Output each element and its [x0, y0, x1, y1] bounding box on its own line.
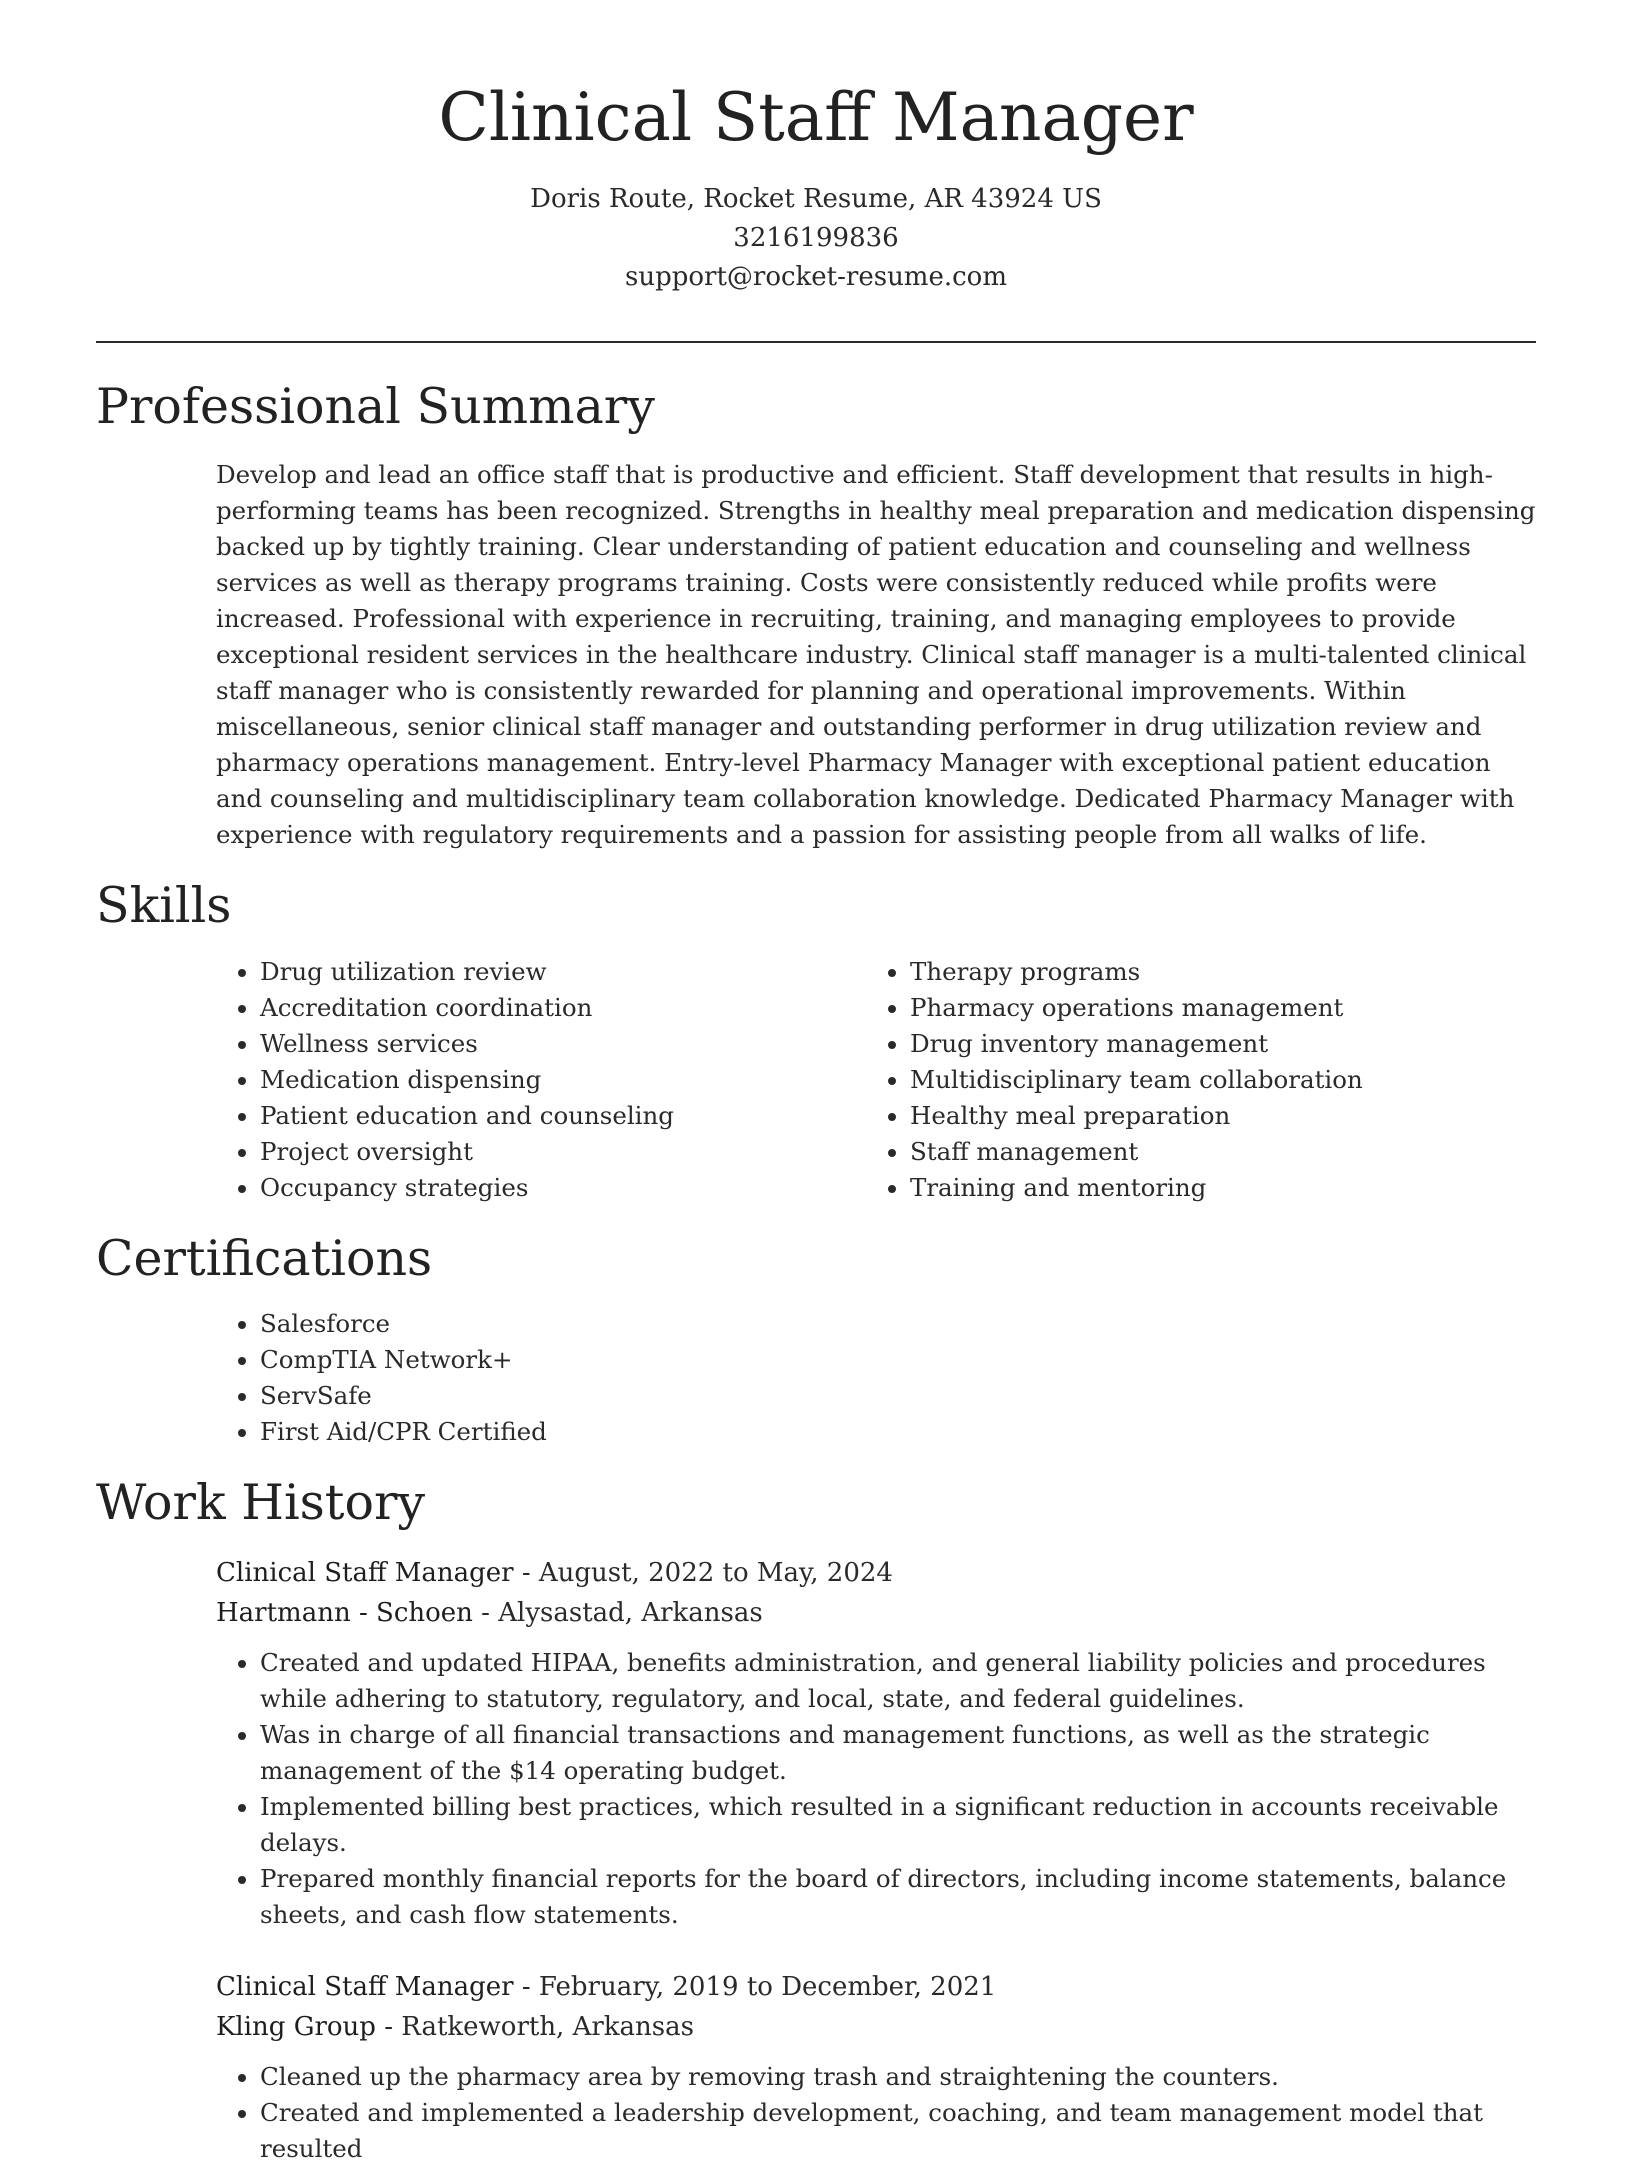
job-title: Clinical Staff Manager: [216, 1972, 514, 2003]
job-bullet: • Implemented billing best practices, which resulted in a significant reduction in accounts receivable delays.: [260, 1789, 1536, 1861]
certifications-list: [216, 1306, 1536, 1450]
job-title: Clinical Staff Manager: [216, 1558, 514, 1589]
skills-list: [216, 954, 1536, 1206]
job-company-line: [216, 1593, 1536, 1633]
skill-item: • Medication dispensing: [260, 1062, 866, 1098]
certification-item: • CompTIA Network+: [260, 1342, 1536, 1378]
job-entry: [216, 1967, 1536, 2167]
skills-heading: Skills: [96, 876, 232, 934]
contact-phone: 3216199836: [733, 222, 899, 253]
certification-item: • ServSafe: [260, 1378, 1536, 1414]
skill-item: • Multidisciplinary team collaboration: [910, 1062, 1516, 1098]
job-bullet: • Created and updated HIPAA, benefits administration, and general liability policies and procedures while adhering to statutory, regulatory, and local, state, and federal guidelines.: [260, 1645, 1536, 1717]
skills-column-left: [216, 954, 866, 1206]
job-bullet: • Prepared monthly financial reports for the board of directors, including income statements, balance sheets, and cash flow statements.: [260, 1861, 1536, 1933]
job-title-line: [216, 1553, 1536, 1593]
job-location: - Alysastad, Arkansas: [472, 1598, 763, 1629]
skill-item: • Patient education and counseling: [260, 1098, 866, 1134]
contact-address: Doris Route, Rocket Resume, AR 43924 US: [530, 183, 1102, 214]
summary-text: Develop and lead an office staff that is productive and efficient. Staff development that results in high-performing teams has been recognized. Strengths in healthy meal preparation and medication dispensing backed up by tightly training. Clear understanding of patient education and counseling and wellness services as well as therapy programs training. Costs were consistently reduced while profits were increased. Professional with experience in recruiting, training, and managing employees to provide exceptional resident services in the healthcare industry. Clinical staff manager is a multi-talented clinical staff manager who is consistently rewarded for planning and operational improvements. Within miscellaneous, senior clinical staff manager and outstanding performer in drug utilization review and pharmacy operations management. Entry-level Pharmacy Manager with exceptional patient education and counseling and multidisciplinary team collaboration knowledge. Dedicated Pharmacy Manager with experience with regulatory requirements and a passion for assisting people from all walks of life.: [216, 459, 1536, 849]
skill-item: • Therapy programs: [910, 954, 1516, 990]
job-company: Kling Group: [216, 2012, 376, 2043]
job-company: Hartmann - Schoen: [216, 1598, 473, 1629]
skill-item: • Accreditation coordination: [260, 990, 866, 1026]
work-history-body: [216, 1553, 1536, 2167]
summary-section: [96, 378, 1536, 853]
contact-email: support@rocket-resume.com: [624, 261, 1007, 292]
job-bullet: • Created and implemented a leadership development, coaching, and team management model that resulted: [260, 2095, 1536, 2167]
certification-item: • First Aid/CPR Certified: [260, 1414, 1536, 1450]
certifications-heading: Certifications: [96, 1229, 433, 1287]
skill-item: • Wellness services: [260, 1026, 866, 1062]
job-company-line: [216, 2007, 1536, 2047]
job-dates: - August, 2022 to May, 2024: [513, 1558, 893, 1589]
skill-item: • Staff management: [910, 1134, 1516, 1170]
job-title-line: [216, 1967, 1536, 2007]
skill-item: • Drug inventory management: [910, 1026, 1516, 1062]
summary-heading: Professional Summary: [96, 378, 655, 435]
job-bullets: [216, 1645, 1536, 1933]
certification-item: • Salesforce: [260, 1306, 1536, 1342]
work-history-section: [96, 1474, 1536, 2167]
skill-item: • Healthy meal preparation: [910, 1098, 1516, 1134]
job-bullet: • Was in charge of all financial transactions and management functions, as well as the strategic management of the $14 operating budget.: [260, 1717, 1536, 1789]
candidate-name: Clinical Staff Manager: [438, 79, 1194, 156]
skill-item: • Drug utilization review: [260, 954, 866, 990]
job-location: - Ratkeworth, Arkansas: [375, 2012, 694, 2043]
skills-column-right: [866, 954, 1516, 1206]
certifications-section: [96, 1230, 1536, 1451]
header-divider: [96, 341, 1536, 343]
work-history-heading: Work History: [96, 1474, 426, 1532]
skill-item: • Occupancy strategies: [260, 1170, 866, 1206]
resume-content: [96, 378, 1536, 2167]
skill-item: • Project oversight: [260, 1134, 866, 1170]
job-entry: [216, 1553, 1536, 1933]
resume-header: [0, 0, 1632, 297]
skills-section: [96, 877, 1536, 1206]
job-bullets: [216, 2059, 1536, 2167]
job-bullet: • Cleaned up the pharmacy area by removing trash and straightening the counters.: [260, 2059, 1536, 2095]
skill-item: • Pharmacy operations management: [910, 990, 1516, 1026]
skill-item: • Training and mentoring: [910, 1170, 1516, 1206]
job-dates: - February, 2019 to December, 2021: [513, 1972, 997, 2003]
